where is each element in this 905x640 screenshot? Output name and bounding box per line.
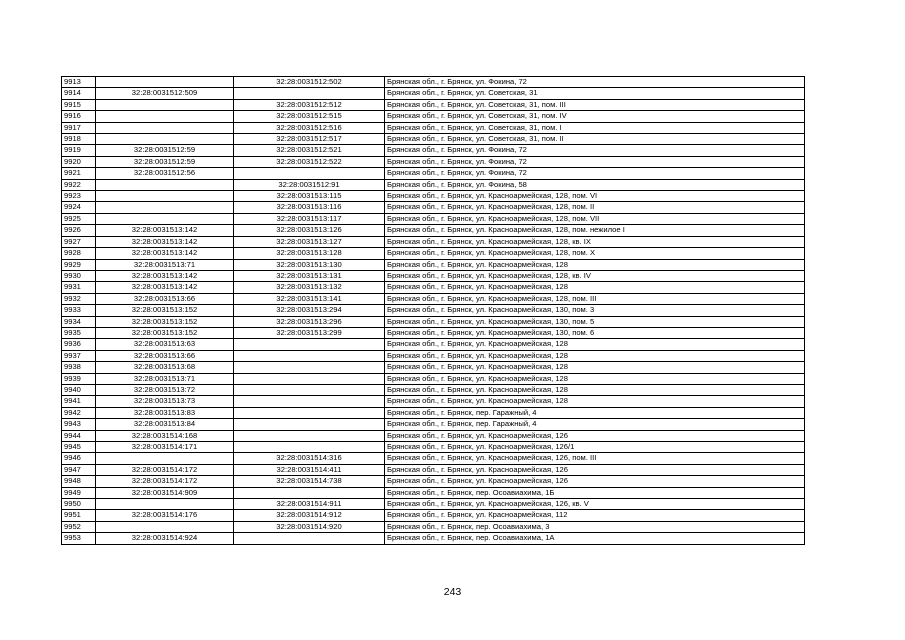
row-number-cell: 9946: [62, 453, 96, 464]
row-number-cell: 9939: [62, 373, 96, 384]
object-cadastral-number-cell: 32:28:0031514:920: [234, 521, 385, 532]
table-row: [62, 476, 805, 487]
address-cell: Брянская обл., г. Брянск, ул. Красноармейская, 128, пом. X: [385, 248, 805, 259]
address-cell: Брянская обл., г. Брянск, ул. Красноармейская, 130, пом. 6: [385, 327, 805, 338]
address-cell: Брянская обл., г. Брянск, ул. Красноармейская, 130, пом. 5: [385, 316, 805, 327]
table-row: [62, 122, 805, 133]
object-cadastral-number-cell: 32:28:0031513:130: [234, 259, 385, 270]
object-cadastral-number-cell: 32:28:0031514:911: [234, 499, 385, 510]
land-cadastral-number-cell: [96, 111, 234, 122]
land-cadastral-number-cell: 32:28:0031513:152: [96, 305, 234, 316]
land-cadastral-number-cell: 32:28:0031512:59: [96, 145, 234, 156]
address-cell: Брянская обл., г. Брянск, пер. Осоавиахима, 3: [385, 521, 805, 532]
land-cadastral-number-cell: 32:28:0031514:909: [96, 487, 234, 498]
land-cadastral-number-cell: [96, 202, 234, 213]
table-row: [62, 145, 805, 156]
table-row: [62, 156, 805, 167]
table-row: [62, 270, 805, 281]
object-cadastral-number-cell: 32:28:0031512:512: [234, 99, 385, 110]
row-number-cell: 9934: [62, 316, 96, 327]
cadastral-table: [61, 76, 805, 545]
row-number-cell: 9952: [62, 521, 96, 532]
object-cadastral-number-cell: 32:28:0031513:116: [234, 202, 385, 213]
table-row: [62, 396, 805, 407]
table-row: [62, 464, 805, 475]
land-cadastral-number-cell: 32:28:0031514:172: [96, 476, 234, 487]
object-cadastral-number-cell: 32:28:0031512:516: [234, 122, 385, 133]
land-cadastral-number-cell: 32:28:0031514:924: [96, 533, 234, 544]
land-cadastral-number-cell: 32:28:0031514:176: [96, 510, 234, 521]
table-row: [62, 442, 805, 453]
address-cell: Брянская обл., г. Брянск, ул. Фокина, 72: [385, 145, 805, 156]
row-number-cell: 9918: [62, 134, 96, 145]
land-cadastral-number-cell: 32:28:0031514:172: [96, 464, 234, 475]
address-cell: Брянская обл., г. Брянск, пер. Осоавиахима, 1А: [385, 533, 805, 544]
address-cell: Брянская обл., г. Брянск, ул. Советская, 31, пом. III: [385, 99, 805, 110]
address-cell: Брянская обл., г. Брянск, ул. Красноармейская, 128, кв. IV: [385, 270, 805, 281]
table-row: [62, 179, 805, 190]
row-number-cell: 9921: [62, 168, 96, 179]
table-row: [62, 362, 805, 373]
address-cell: Брянская обл., г. Брянск, ул. Советская, 31: [385, 88, 805, 99]
row-number-cell: 9936: [62, 339, 96, 350]
table-row: [62, 111, 805, 122]
object-cadastral-number-cell: 32:28:0031513:141: [234, 293, 385, 304]
table-row: [62, 510, 805, 521]
land-cadastral-number-cell: 32:28:0031513:72: [96, 384, 234, 395]
row-number-cell: 9933: [62, 305, 96, 316]
row-number-cell: 9924: [62, 202, 96, 213]
object-cadastral-number-cell: 32:28:0031513:127: [234, 236, 385, 247]
table-row: [62, 213, 805, 224]
object-cadastral-number-cell: [234, 419, 385, 430]
table-row: [62, 191, 805, 202]
object-cadastral-number-cell: [234, 442, 385, 453]
land-cadastral-number-cell: 32:28:0031513:142: [96, 282, 234, 293]
land-cadastral-number-cell: 32:28:0031512:56: [96, 168, 234, 179]
land-cadastral-number-cell: 32:28:0031513:84: [96, 419, 234, 430]
object-cadastral-number-cell: 32:28:0031513:299: [234, 327, 385, 338]
land-cadastral-number-cell: 32:28:0031513:71: [96, 259, 234, 270]
address-cell: Брянская обл., г. Брянск, ул. Красноармейская, 126: [385, 430, 805, 441]
row-number-cell: 9951: [62, 510, 96, 521]
address-cell: Брянская обл., г. Брянск, ул. Красноармейская, 126: [385, 464, 805, 475]
row-number-cell: 9931: [62, 282, 96, 293]
address-cell: Брянская обл., г. Брянск, ул. Фокина, 58: [385, 179, 805, 190]
row-number-cell: 9925: [62, 213, 96, 224]
address-cell: Брянская обл., г. Брянск, ул. Красноармейская, 112: [385, 510, 805, 521]
table-row: [62, 293, 805, 304]
table-row: [62, 407, 805, 418]
table-row: [62, 236, 805, 247]
row-number-cell: 9950: [62, 499, 96, 510]
address-cell: Брянская обл., г. Брянск, ул. Красноармейская, 126: [385, 476, 805, 487]
address-cell: Брянская обл., г. Брянск, ул. Красноармейская, 128: [385, 396, 805, 407]
row-number-cell: 9917: [62, 122, 96, 133]
table-row: [62, 316, 805, 327]
table-row: [62, 350, 805, 361]
object-cadastral-number-cell: [234, 350, 385, 361]
object-cadastral-number-cell: [234, 396, 385, 407]
table-row: [62, 225, 805, 236]
address-cell: Брянская обл., г. Брянск, ул. Красноармейская, 128: [385, 259, 805, 270]
table-row: [62, 339, 805, 350]
table-row: [62, 384, 805, 395]
table-row: [62, 430, 805, 441]
land-cadastral-number-cell: [96, 99, 234, 110]
land-cadastral-number-cell: 32:28:0031513:63: [96, 339, 234, 350]
address-cell: Брянская обл., г. Брянск, ул. Красноармейская, 128, пом. VII: [385, 213, 805, 224]
land-cadastral-number-cell: [96, 77, 234, 88]
address-cell: Брянская обл., г. Брянск, ул. Красноармейская, 128, пом. II: [385, 202, 805, 213]
land-cadastral-number-cell: 32:28:0031513:142: [96, 248, 234, 259]
object-cadastral-number-cell: [234, 339, 385, 350]
row-number-cell: 9913: [62, 77, 96, 88]
table-row: [62, 282, 805, 293]
address-cell: Брянская обл., г. Брянск, ул. Фокина, 72: [385, 168, 805, 179]
address-cell: Брянская обл., г. Брянск, ул. Фокина, 72: [385, 156, 805, 167]
address-cell: Брянская обл., г. Брянск, ул. Красноармейская, 130, пом. 3: [385, 305, 805, 316]
address-cell: Брянская обл., г. Брянск, пер. Гаражный, 4: [385, 407, 805, 418]
row-number-cell: 9935: [62, 327, 96, 338]
object-cadastral-number-cell: [234, 487, 385, 498]
table-row: [62, 134, 805, 145]
table-row: [62, 248, 805, 259]
land-cadastral-number-cell: [96, 134, 234, 145]
land-cadastral-number-cell: 32:28:0031514:168: [96, 430, 234, 441]
table-row: [62, 499, 805, 510]
land-cadastral-number-cell: [96, 453, 234, 464]
row-number-cell: 9945: [62, 442, 96, 453]
land-cadastral-number-cell: 32:28:0031513:71: [96, 373, 234, 384]
page-number: 243: [443, 586, 462, 598]
table-row: [62, 419, 805, 430]
land-cadastral-number-cell: 32:28:0031512:509: [96, 88, 234, 99]
row-number-cell: 9914: [62, 88, 96, 99]
address-cell: Брянская обл., г. Брянск, ул. Советская, 31, пом. I: [385, 122, 805, 133]
address-cell: Брянская обл., г. Брянск, ул. Советская, 31, пом. II: [385, 134, 805, 145]
table-row: [62, 77, 805, 88]
object-cadastral-number-cell: [234, 373, 385, 384]
land-cadastral-number-cell: 32:28:0031514:171: [96, 442, 234, 453]
object-cadastral-number-cell: 32:28:0031513:128: [234, 248, 385, 259]
object-cadastral-number-cell: [234, 384, 385, 395]
row-number-cell: 9916: [62, 111, 96, 122]
row-number-cell: 9915: [62, 99, 96, 110]
land-cadastral-number-cell: 32:28:0031513:142: [96, 236, 234, 247]
object-cadastral-number-cell: [234, 407, 385, 418]
row-number-cell: 9932: [62, 293, 96, 304]
object-cadastral-number-cell: 32:28:0031512:517: [234, 134, 385, 145]
object-cadastral-number-cell: 32:28:0031513:115: [234, 191, 385, 202]
object-cadastral-number-cell: 32:28:0031513:294: [234, 305, 385, 316]
address-cell: Брянская обл., г. Брянск, пер. Осоавиахима, 1Б: [385, 487, 805, 498]
land-cadastral-number-cell: [96, 213, 234, 224]
row-number-cell: 9928: [62, 248, 96, 259]
object-cadastral-number-cell: [234, 362, 385, 373]
row-number-cell: 9948: [62, 476, 96, 487]
object-cadastral-number-cell: 32:28:0031513:132: [234, 282, 385, 293]
row-number-cell: 9938: [62, 362, 96, 373]
object-cadastral-number-cell: 32:28:0031513:117: [234, 213, 385, 224]
row-number-cell: 9943: [62, 419, 96, 430]
table-row: [62, 521, 805, 532]
address-cell: Брянская обл., г. Брянск, ул. Красноармейская, 126/1: [385, 442, 805, 453]
address-cell: Брянская обл., г. Брянск, ул. Красноармейская, 128: [385, 282, 805, 293]
address-cell: Брянская обл., г. Брянск, ул. Советская, 31, пом. IV: [385, 111, 805, 122]
land-cadastral-number-cell: 32:28:0031513:66: [96, 350, 234, 361]
row-number-cell: 9942: [62, 407, 96, 418]
land-cadastral-number-cell: 32:28:0031513:152: [96, 316, 234, 327]
address-cell: Брянская обл., г. Брянск, пер. Гаражный, 4: [385, 419, 805, 430]
object-cadastral-number-cell: 32:28:0031513:126: [234, 225, 385, 236]
row-number-cell: 9937: [62, 350, 96, 361]
address-cell: Брянская обл., г. Брянск, ул. Красноармейская, 128: [385, 350, 805, 361]
land-cadastral-number-cell: 32:28:0031513:83: [96, 407, 234, 418]
land-cadastral-number-cell: 32:28:0031513:142: [96, 225, 234, 236]
address-cell: Брянская обл., г. Брянск, ул. Красноармейская, 128, пом. нежилое I: [385, 225, 805, 236]
row-number-cell: 9941: [62, 396, 96, 407]
land-cadastral-number-cell: [96, 122, 234, 133]
land-cadastral-number-cell: 32:28:0031513:73: [96, 396, 234, 407]
object-cadastral-number-cell: [234, 533, 385, 544]
address-cell: Брянская обл., г. Брянск, ул. Красноармейская, 128, пом. VI: [385, 191, 805, 202]
row-number-cell: 9940: [62, 384, 96, 395]
object-cadastral-number-cell: 32:28:0031512:521: [234, 145, 385, 156]
table-row: [62, 305, 805, 316]
row-number-cell: 9919: [62, 145, 96, 156]
land-cadastral-number-cell: 32:28:0031513:142: [96, 270, 234, 281]
row-number-cell: 9923: [62, 191, 96, 202]
table-body: [62, 77, 805, 545]
land-cadastral-number-cell: 32:28:0031512:59: [96, 156, 234, 167]
address-cell: Брянская обл., г. Брянск, ул. Красноармейская, 126, кв. V: [385, 499, 805, 510]
land-cadastral-number-cell: [96, 521, 234, 532]
table-row: [62, 88, 805, 99]
land-cadastral-number-cell: [96, 499, 234, 510]
address-cell: Брянская обл., г. Брянск, ул. Красноармейская, 126, пом. III: [385, 453, 805, 464]
address-cell: Брянская обл., г. Брянск, ул. Красноармейская, 128: [385, 339, 805, 350]
row-number-cell: 9949: [62, 487, 96, 498]
land-cadastral-number-cell: [96, 179, 234, 190]
table-row: [62, 99, 805, 110]
row-number-cell: 9947: [62, 464, 96, 475]
land-cadastral-number-cell: 32:28:0031513:152: [96, 327, 234, 338]
object-cadastral-number-cell: [234, 430, 385, 441]
object-cadastral-number-cell: 32:28:0031512:502: [234, 77, 385, 88]
object-cadastral-number-cell: [234, 88, 385, 99]
table-row: [62, 453, 805, 464]
row-number-cell: 9930: [62, 270, 96, 281]
object-cadastral-number-cell: 32:28:0031514:411: [234, 464, 385, 475]
row-number-cell: 9944: [62, 430, 96, 441]
table-row: [62, 168, 805, 179]
table-row: [62, 327, 805, 338]
address-cell: Брянская обл., г. Брянск, ул. Красноармейская, 128: [385, 362, 805, 373]
object-cadastral-number-cell: 32:28:0031514:912: [234, 510, 385, 521]
object-cadastral-number-cell: 32:28:0031514:738: [234, 476, 385, 487]
row-number-cell: 9920: [62, 156, 96, 167]
land-cadastral-number-cell: 32:28:0031513:68: [96, 362, 234, 373]
address-cell: Брянская обл., г. Брянск, ул. Красноармейская, 128: [385, 384, 805, 395]
object-cadastral-number-cell: 32:28:0031512:91: [234, 179, 385, 190]
table-row: [62, 487, 805, 498]
object-cadastral-number-cell: 32:28:0031513:296: [234, 316, 385, 327]
address-cell: Брянская обл., г. Брянск, ул. Фокина, 72: [385, 77, 805, 88]
object-cadastral-number-cell: 32:28:0031512:515: [234, 111, 385, 122]
land-cadastral-number-cell: 32:28:0031513:66: [96, 293, 234, 304]
address-cell: Брянская обл., г. Брянск, ул. Красноармейская, 128, пом. III: [385, 293, 805, 304]
address-cell: Брянская обл., г. Брянск, ул. Красноармейская, 128, кв. IX: [385, 236, 805, 247]
object-cadastral-number-cell: 32:28:0031513:131: [234, 270, 385, 281]
row-number-cell: 9953: [62, 533, 96, 544]
table-row: [62, 202, 805, 213]
table-row: [62, 533, 805, 544]
row-number-cell: 9926: [62, 225, 96, 236]
land-cadastral-number-cell: [96, 191, 234, 202]
object-cadastral-number-cell: 32:28:0031514:316: [234, 453, 385, 464]
row-number-cell: 9927: [62, 236, 96, 247]
table-row: [62, 259, 805, 270]
address-cell: Брянская обл., г. Брянск, ул. Красноармейская, 128: [385, 373, 805, 384]
table-row: [62, 373, 805, 384]
row-number-cell: 9922: [62, 179, 96, 190]
object-cadastral-number-cell: 32:28:0031512:522: [234, 156, 385, 167]
object-cadastral-number-cell: [234, 168, 385, 179]
row-number-cell: 9929: [62, 259, 96, 270]
